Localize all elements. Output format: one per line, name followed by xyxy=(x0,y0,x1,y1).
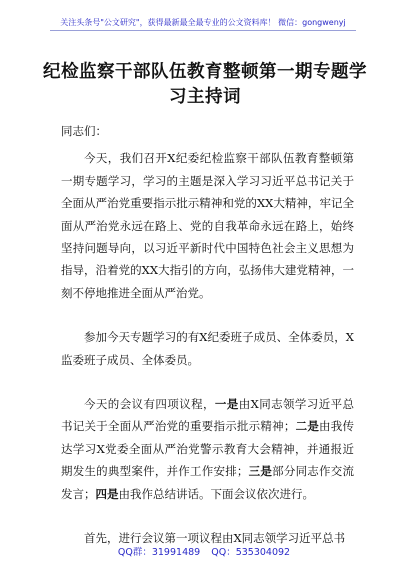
header-banner xyxy=(50,10,356,31)
footer-qq: QQ：535304092 xyxy=(211,547,291,558)
agenda-item-4: 由我作总结讲话。下面会议依次进行。 xyxy=(118,486,314,501)
document-body xyxy=(61,120,354,550)
agenda-marker-3: 三是 xyxy=(248,464,273,479)
footer-qq-group: QQ群：31991489 xyxy=(117,547,201,558)
agenda-item-2: 由我传达学习X党委全面从严治党警示教育大会精神，并通报近期发生的典型案件，并作工作安排； xyxy=(61,419,355,479)
agenda-marker-4: 四是 xyxy=(95,486,119,501)
agenda-item-3: 部分同志作交流发言； xyxy=(61,464,354,501)
paragraph-1: 今天，我们召开X纪委纪检监察干部队伍教育整顿第一期专题学习，学习的主题是深入学习习近平总书记关于全面从严治党重要指示批示精神和党的XX大精神，牢记全面从严治党永远在路上、党的自我革命永远在路上，始终坚持问题导向，以习近平新时代中国特色社会主义思想为指导，沿着党的XX大指引的方向，弘扬伟大建党精神，一刻不停地推进全面从严治党。 xyxy=(61,151,354,300)
title-line-1: 纪检监察干部队伍教育整顿第一期专题学 xyxy=(43,62,367,82)
agenda-marker-1: 一是 xyxy=(214,397,239,412)
agenda-intro: 今天的会议有四项议程， xyxy=(84,397,215,412)
paragraph-4: 首先，进行会议第一项议程由X同志领学习近平总书 xyxy=(84,531,346,546)
title-line-2: 习主持词 xyxy=(169,87,241,107)
header-banner-text: 关注头条号"公文研究"，获得最新最全最专业的公文资料库！ 微信：gongwenyj xyxy=(60,18,346,27)
greeting: 同志们： xyxy=(61,124,107,138)
agenda-item-1: 由X同志领学习近平总书记关于全面从严治党的重要指示批示精神； xyxy=(61,397,355,434)
agenda-marker-2: 二是 xyxy=(295,419,320,434)
document-title xyxy=(40,60,370,110)
footer xyxy=(0,544,408,558)
paragraph-3 xyxy=(61,393,354,505)
paragraph-2: 参加今天专题学习的有X纪委班子成员、全体委员，X监委班子成员、全体委员。 xyxy=(61,330,354,367)
